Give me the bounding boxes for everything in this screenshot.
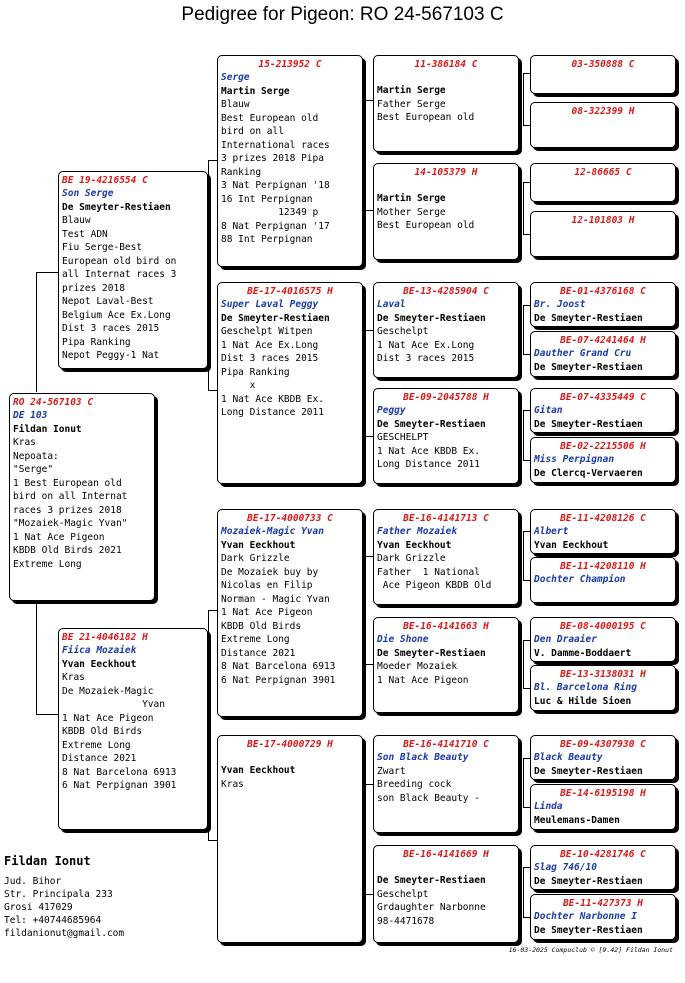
description-line: Nepot Peggy-1 Nat: [62, 350, 160, 361]
connector-line: [523, 917, 530, 918]
ring-number: 03-350888 C: [571, 59, 635, 70]
connector-line: [523, 305, 524, 354]
gen3-7-box[interactable]: [373, 845, 519, 943]
gen4-15-box[interactable]: [530, 894, 676, 940]
gen3-4-box[interactable]: [373, 509, 519, 605]
breeder-name: De Smeyter-Restiaen: [62, 201, 171, 213]
description-line: Distance 2021: [221, 647, 296, 659]
description-line: KBDB Old Birds 2021: [13, 545, 122, 556]
ring-number: BE-13-4285904 C: [403, 286, 489, 297]
pigeon-name: Dochter Narbonne I: [534, 911, 637, 922]
ring-number: 12-101803 H: [571, 215, 635, 226]
description-line: KBDB Old Birds: [62, 726, 143, 737]
connector-line: [36, 272, 37, 392]
pigeon-name: Die Shone: [377, 634, 429, 645]
description-line: De Mozaiek buy by: [221, 566, 319, 578]
pigeon-name: Br. Joost: [534, 299, 586, 310]
breeder-name: Luc & Hilde Sioen: [534, 695, 632, 707]
owner-city: Grosi 417029: [4, 902, 73, 913]
gen4-4-box[interactable]: [530, 282, 676, 327]
description-line: Dist 3 races 2015: [62, 323, 160, 334]
description-line: Father 1 National: [377, 566, 480, 578]
breeder-name: Yvan Eeckhout: [62, 658, 137, 670]
ring-number: BE-02-2215506 H: [560, 441, 646, 452]
connector-line: [523, 460, 530, 461]
connector-line: [523, 410, 524, 460]
description-line: Blauw: [221, 99, 250, 110]
ring-number: BE-16-4141669 H: [403, 849, 489, 860]
description-line: Norman - Magic Yvan: [221, 593, 330, 605]
description-line: "Mozaiek-Magic Yvan": [13, 518, 128, 529]
description-line: Dist 3 races 2015: [377, 353, 475, 364]
pigeon-name: Fiica Mozaiek: [62, 645, 137, 656]
dam-box[interactable]: [58, 628, 208, 830]
pigeon-name: Den Draaier: [534, 634, 597, 645]
connector-line: [365, 784, 373, 785]
subject-box[interactable]: [9, 393, 155, 601]
description-line: x: [221, 380, 256, 391]
description-line: Grdaughter Narbonne: [377, 902, 486, 913]
connector-line: [365, 330, 366, 436]
pigeon-name: Albert: [534, 526, 569, 537]
connector-line: [523, 73, 530, 74]
description-line: Geschelpt Witpen: [221, 326, 313, 337]
owner-email[interactable]: fildanionut@gmail.com: [4, 928, 125, 939]
pigeon-name: Peggy: [377, 405, 406, 416]
ring-number: BE-11-427373 H: [562, 898, 644, 909]
description-line: Geschelpt: [377, 888, 429, 900]
ss-box[interactable]: [217, 55, 363, 267]
description-line: Test ADN: [62, 228, 108, 240]
breeder-name: De Smeyter-Restiaen: [534, 875, 643, 887]
description-line: Fiu Serge-Best: [62, 242, 143, 253]
pigeon-name: Father Mozaiek: [377, 526, 458, 537]
description-line: De Mozaiek-Magic: [62, 685, 154, 697]
gen4-8-box[interactable]: [530, 509, 676, 554]
description-line: Extreme Long: [62, 739, 131, 751]
ring-number: 11-386184 C: [414, 59, 478, 70]
connector-line: [365, 894, 373, 895]
page-title: Pedigree for Pigeon: RO 24-567103 C: [181, 4, 504, 25]
description-line: 6 Nat Perpignan 3901: [221, 674, 336, 686]
description-line: Kras: [13, 437, 36, 448]
connector-line: [365, 330, 373, 331]
breeder-name: De Smeyter-Restiaen: [377, 312, 486, 324]
description-line: 16 Int Perpignan: [221, 193, 313, 205]
breeder-name: Yvan Eeckhout: [534, 539, 609, 551]
description-line: Nepot Laval-Best: [62, 296, 154, 307]
description-line: son Black Beauty -: [377, 792, 480, 804]
ring-number: BE-17-4000729 H: [247, 739, 333, 750]
breeder-name: De Smeyter-Restiaen: [534, 312, 643, 324]
connector-line: [523, 867, 524, 917]
gen4-2-box[interactable]: [530, 163, 676, 202]
gen4-12-box[interactable]: [530, 735, 676, 780]
sd-box[interactable]: [217, 282, 363, 484]
description-line: Yvan: [62, 699, 165, 710]
ring-number: BE-01-4376168 C: [560, 286, 646, 297]
connector-line: [523, 640, 524, 688]
pigeon-name: Serge: [221, 72, 250, 83]
ring-number: 08-322399 H: [571, 106, 635, 117]
connector-line: [365, 556, 366, 664]
breeder-name: De Smeyter-Restiaen: [377, 647, 486, 659]
pigeon-name: Laval: [377, 299, 406, 310]
connector-line: [523, 182, 530, 183]
connector-line: [365, 556, 373, 557]
description-line: Zwart: [377, 765, 406, 777]
connector-line: [365, 100, 373, 101]
connector-line: [523, 234, 530, 235]
description-line: Belgium Ace Ex.Long: [62, 309, 171, 321]
spacer: [377, 179, 515, 192]
description-line: Ace Pigeon KBDB Old: [377, 580, 492, 591]
connector-line: [523, 182, 524, 234]
description-line: "Serge": [13, 464, 54, 475]
ring-number: BE-16-4141710 C: [403, 739, 489, 750]
connector-line: [523, 867, 530, 868]
description-line: GESCHELPT: [377, 432, 429, 443]
description-line: 6 Nat Perpignan 3901: [62, 780, 177, 791]
description-line: 98-4471678: [377, 915, 435, 927]
description-line: 12349 p: [221, 207, 319, 218]
pigeon-name: Mozaiek-Magic Yvan: [221, 526, 324, 537]
description-line: Father Serge: [377, 98, 446, 110]
description-line: 1 Best European old: [13, 477, 122, 489]
description-line: Best European old: [377, 112, 475, 123]
description-line: Breeding cock: [377, 779, 452, 790]
ring-number: BE-16-4141663 H: [403, 621, 489, 632]
description-line: 8 Nat Barcelona 6913: [62, 766, 177, 778]
gen4-6-box[interactable]: [530, 388, 676, 433]
description-line: Pipa Ranking: [221, 366, 290, 378]
breeder-name: Martin Serge: [221, 85, 290, 97]
pigeon-name: Dochter Champion: [534, 574, 626, 585]
ring-number: BE-13-3138031 H: [560, 669, 646, 680]
pigeon-name: Dauther Grand Cru: [534, 348, 632, 359]
gen3-6-box[interactable]: [373, 735, 519, 833]
breeder-name: De Smeyter-Restiaen: [377, 875, 486, 886]
description-line: prizes 2018: [62, 282, 125, 294]
connector-line: [365, 664, 373, 665]
connector-line: [365, 784, 366, 894]
connector-line: [523, 688, 530, 689]
description-line: Kras: [62, 672, 85, 683]
description-line: Nepoata:: [13, 450, 59, 462]
connector-line: [36, 272, 58, 273]
description-line: Dist 3 races 2015: [221, 353, 319, 364]
connector-line: [208, 160, 217, 161]
description-line: Extreme Long: [221, 634, 290, 645]
ring-number: BE-07-4335449 C: [560, 392, 646, 403]
owner-county: Jud. Bihor: [4, 876, 62, 887]
connector-line: [523, 354, 530, 355]
ring-number: BE-11-4208126 C: [560, 513, 646, 524]
connector-line: [208, 610, 217, 611]
breeder-name: Fildan Ionut: [13, 423, 82, 435]
ring-number: BE-14-6195198 H: [560, 788, 646, 799]
ring-number: BE-09-2045788 H: [403, 392, 489, 403]
breeder-name: De Smeyter-Restiaen: [534, 765, 643, 777]
gen3-3-box[interactable]: [373, 388, 519, 484]
pigeon-name: Bl. Barcelona Ring: [534, 682, 637, 693]
connector-line: [523, 305, 530, 306]
description-line: Best European old: [377, 220, 475, 231]
owner-name: Fildan Ionut: [4, 854, 91, 868]
ring-number: BE-16-4141713 C: [403, 513, 489, 524]
breeder-name: De Smeyter-Restiaen: [534, 924, 643, 936]
footer-credit: 16-03-2025 Compuclub © [9.42] Fildan Ionut: [508, 946, 673, 954]
connector-line: [523, 410, 530, 411]
pigeon-name: Super Laval Peggy: [221, 299, 319, 310]
connector-line: [523, 807, 530, 808]
gen4-5-box[interactable]: [530, 331, 676, 377]
gen4-0-box[interactable]: [530, 55, 676, 94]
gen3-2-box[interactable]: [373, 282, 519, 378]
pigeon-name: Slag 746/10: [534, 862, 597, 873]
breeder-name: De Smeyter-Restiaen: [221, 312, 330, 324]
description-line: 3 prizes 2018 Pipa: [221, 153, 324, 164]
gen4-13-box[interactable]: [530, 784, 676, 830]
description-line: 1 Nat Ace KBDB Ex.: [221, 393, 324, 405]
breeder-name: De Smeyter-Restiaen: [534, 418, 643, 430]
description-line: Long Distance 2011: [221, 407, 324, 418]
connector-line: [523, 758, 524, 807]
description-line: Ranking: [221, 166, 262, 178]
breeder-name: V. Damme-Boddaert: [534, 647, 632, 659]
connector-line: [523, 73, 524, 125]
description-line: Dark Grizzle: [377, 553, 446, 564]
breeder-name: De Smeyter-Restiaen: [534, 361, 643, 373]
description-line: 1 Nat Ace Pigeon: [13, 531, 105, 543]
breeder-name: Meulemans-Damen: [534, 814, 620, 826]
pigeon-name: DE 103: [13, 410, 48, 421]
gen4-10-box[interactable]: [530, 617, 676, 662]
owner-phone: Tel: +40744685964: [4, 915, 102, 926]
pigeon-name: Son Serge: [62, 188, 114, 199]
spacer: [221, 751, 359, 764]
breeder-name: Yvan Eeckhout: [377, 539, 452, 551]
breeder-name: Yvan Eeckhout: [221, 765, 296, 776]
ring-number: BE-17-4000733 C: [247, 513, 333, 524]
ring-number: BE-07-4241464 H: [560, 335, 646, 346]
connector-line: [523, 125, 530, 126]
gen3-1-box[interactable]: [373, 163, 519, 260]
connector-line: [523, 640, 530, 641]
gen4-9-box[interactable]: [530, 557, 676, 603]
description-line: 1 Nat Ace Pigeon: [62, 712, 154, 724]
description-line: Extreme Long: [13, 558, 82, 570]
ring-number: BE-11-4208110 H: [560, 561, 646, 572]
description-line: 8 Nat Barcelona 6913: [221, 661, 336, 672]
gen4-14-box[interactable]: [530, 845, 676, 890]
description-line: 1 Nat Ace Ex.Long: [377, 339, 475, 351]
description-line: 1 Nat Ace Ex.Long: [221, 339, 319, 351]
gen4-3-box[interactable]: [530, 211, 676, 257]
breeder-name: Martin Serge: [377, 193, 446, 204]
description-line: Blauw: [62, 215, 91, 226]
description-line: all Internat races 3: [62, 269, 177, 280]
connector-line: [365, 210, 373, 211]
description-line: 1 Nat Ace KBDB Ex.: [377, 445, 480, 457]
connector-line: [523, 531, 530, 532]
pigeon-name: Linda: [534, 801, 563, 812]
sire-box[interactable]: [58, 171, 208, 369]
description-line: Dark Grizzle: [221, 553, 290, 564]
description-line: races 3 prizes 2018: [13, 504, 122, 516]
ring-number: 15-213952 C: [258, 59, 322, 70]
ring-number: BE-08-4000195 C: [560, 621, 646, 632]
description-line: 1 Nat Ace Pigeon: [221, 607, 313, 618]
connector-line: [208, 610, 209, 840]
gen3-5-box[interactable]: [373, 617, 519, 713]
breeder-name: De Smeyter-Restiaen: [377, 418, 486, 430]
ring-number: BE-09-4307930 C: [560, 739, 646, 750]
description-line: Best European old: [221, 112, 319, 124]
breeder-name: Martin Serge: [377, 85, 446, 96]
connector-line: [208, 160, 209, 390]
pigeon-name: Miss Perpignan: [534, 454, 615, 465]
description-line: Mother Serge: [377, 206, 446, 218]
gen4-11-box[interactable]: [530, 665, 676, 711]
description-line: bird on all: [221, 126, 284, 137]
description-line: Nicolas en Filip: [221, 580, 313, 591]
ds-box[interactable]: [217, 509, 363, 717]
gen3-0-box[interactable]: [373, 55, 519, 152]
spacer: [377, 71, 515, 84]
ring-number: BE 21-4046182 H: [62, 632, 148, 643]
connector-line: [208, 390, 217, 391]
pigeon-name: Gitan: [534, 405, 563, 416]
description-line: International races: [221, 139, 330, 151]
owner-street: Str. Principala 233: [4, 889, 113, 900]
connector-line: [208, 840, 217, 841]
description-line: 1 Nat Ace Pigeon: [377, 674, 469, 686]
breeder-name: Yvan Eeckhout: [221, 539, 296, 551]
ring-number: BE 19-4216554 C: [62, 175, 148, 186]
description-line: Moeder Mozaiek: [377, 661, 458, 672]
dd-box[interactable]: [217, 735, 363, 943]
pigeon-name: Son Black Beauty: [377, 752, 469, 763]
connector-line: [365, 436, 373, 437]
description-line: Long Distance 2011: [377, 459, 480, 470]
connector-line: [523, 580, 530, 581]
connector-line: [523, 531, 524, 580]
ring-number: 14-105379 H: [414, 167, 478, 178]
description-line: bird on all Internat: [13, 491, 128, 502]
ring-number: BE-17-4016575 H: [247, 286, 333, 297]
gen4-1-box[interactable]: [530, 102, 676, 148]
description-line: Geschelpt: [377, 326, 429, 337]
description-line: Distance 2021: [62, 753, 137, 764]
connector-line: [523, 758, 530, 759]
description-line: 3 Nat Perpignan '18: [221, 180, 330, 191]
ring-number: RO 24-567103 C: [13, 397, 94, 408]
description-line: European old bird on: [62, 255, 177, 267]
pigeon-name: Black Beauty: [534, 752, 603, 763]
description-line: KBDB Old Birds: [221, 620, 302, 632]
description-line: 88 Int Perpignan: [221, 234, 313, 245]
description-line: 8 Nat Perpignan '17: [221, 220, 330, 232]
spacer: [377, 861, 515, 874]
description-line: Kras: [221, 778, 244, 790]
connector-line: [36, 602, 37, 714]
ring-number: BE-10-4281746 C: [560, 849, 646, 860]
connector-line: [365, 100, 366, 210]
connector-line: [36, 714, 58, 715]
ring-number: 12-86665 C: [574, 167, 632, 178]
breeder-name: De Clercq-Vervaeren: [534, 467, 643, 479]
description-line: Pipa Ranking: [62, 336, 131, 348]
gen4-7-box[interactable]: [530, 437, 676, 483]
